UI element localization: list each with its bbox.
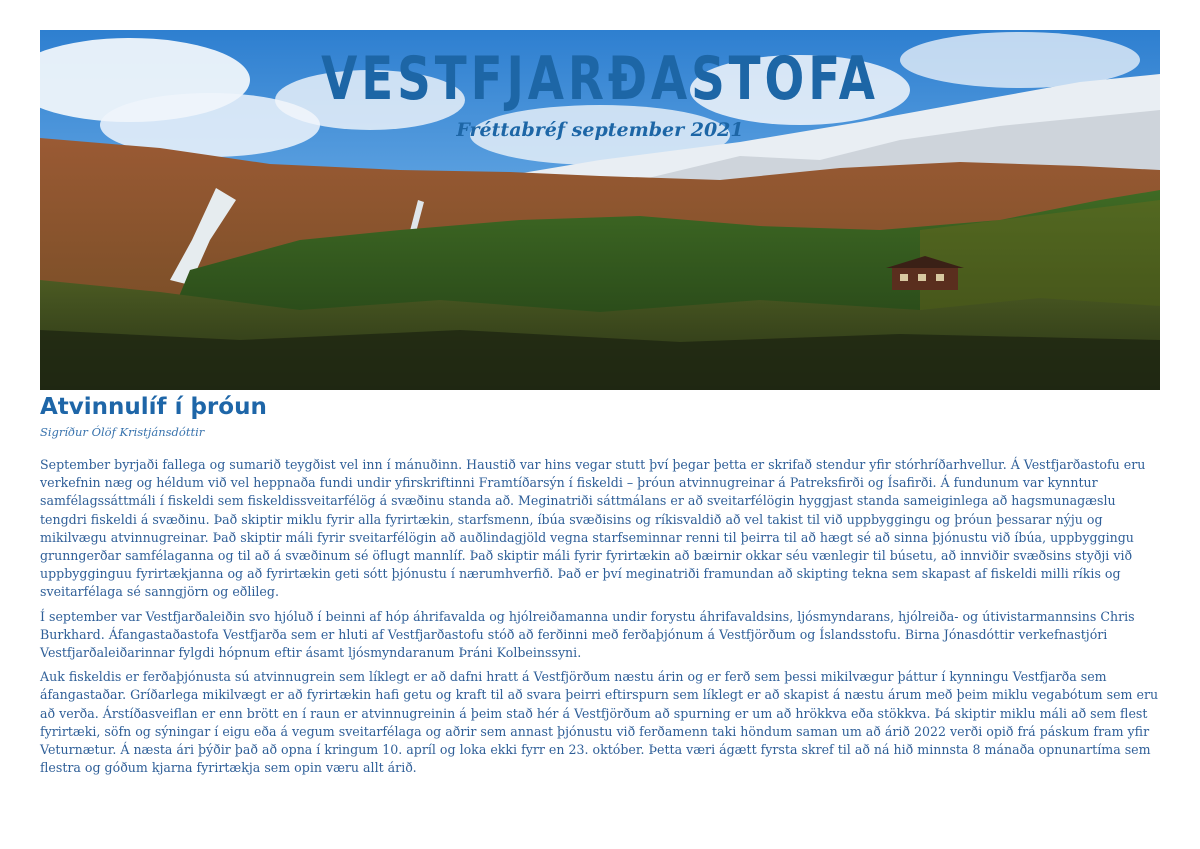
article-author: Sigríður Ólöf Kristjánsdóttir: [40, 425, 205, 439]
article-title: Atvinnulíf í þróun: [40, 394, 267, 420]
masthead-title: VESTFJARÐASTOFA: [321, 44, 879, 114]
article-body: [40, 456, 1165, 783]
hero-photo: [40, 30, 1160, 390]
paragraph: September byrjaði fallega og sumarið teygðist vel inn í mánuðinn. Haustið var hins vegar stutt því þegar þetta er skrifað stendur yfir stórhríðarhvellur. Á Vestfjarðastofu eru verkefnin næg og héldum við vel heppnaða fundi undir yfirskriftinni Framtíðarsýn í fiskeldi – þróun atvinnugreinar á Patreksfirði og Ísafirði. Á fundunum var kynntur samfélagssáttmáli í fiskeldi sem fiskeldissveitarfélög á svæðinu standa að. Meginatriði sáttmálans er að sveitarfélögin hyggjast standa sameiginlega að hagsmunagæslu tengdri fiskeldi á svæðinu. Það skiptir miklu fyrir alla fyrirtækin, starfsmenn, íbúa svæðisins og ríkisvaldið að vel takist til við uppbyggingu og þróun þessarar nýju og mikilvægu atvinnugreinar. Það skiptir máli fyrir sveitarfélögin að auðlindagjöld vegna starfseminnar renni til þeirra til að hægt sé að sinna þjónustu við íbúa, uppbyggingu grunngerðar samfélaganna og til að á svæðinum sé öflugt mannlíf. Það skiptir máli fyrir fyrirtækin að bæirnir okkar séu vænlegir til búsetu, að innviðir svæðsins styðji við uppbygginguu fyrirtækjanna og að fyrirtækin geti sótt þjónustu í nærumhverfið. Það er því meginatriði framundan að skipting tekna sem skapast af fiskeldi milli ríkis og sveitarfélaga sé sanngjörn og eðlileg.: [40, 457, 1146, 600]
paragraph: Í september var Vestfjarðaleiðin svo hjóluð í beinni af hóp áhrifavalda og hjólreiðamanna undir forystu áhrifavaldsins, ljósmyndarans, hjólreiða- og útivistarmannsins Chris Burkhard. Áfangastaðastofa Vestfjarða sem er hluti af Vestfjarðastofu stóð að ferðinni með ferðaþjónum á Vestfjörðum og Íslandsstofu. Birna Jónasdóttir verkefnastjóri Vestfjarðaleiðarinnar fylgdi hópnum eftir ásamt ljósmyndaranum Þráni Kolbeinssyni.: [40, 608, 1135, 661]
paragraph: Auk fiskeldis er ferðaþjónusta sú atvinnugrein sem líklegt er að dafni hratt á Vestfjörðum næstu árin og er ferð sem þessi mikilvægur þáttur í kynningu Vestfjarða sem áfangastaðar. Gríðarlega mikilvægt er að fyrirtækin hafi getu og kraft til að svara þeirri eftirspurn sem líklegt er að skapist á næstu árum með þeim miklu vegabótum sem eru að verða. Árstíðasveiflan er enn brött en í raun er atvinnugreinin á þeim stað hér á Vestfjörðum að spurning er um að hrökkva eða stökkva. Þá skiptir miklu máli að sem flest fyrirtæki, söfn og sýningar í eigu eða á vegum sveitarfélaga og aðrir sem annast þjónustu við ferðamenn taki höndum saman um að árið 2022 verði opið frá páskum fram yfir Veturnætur. Á næsta ári þýðir það að opna í kringum 10. apríl og loka ekki fyrr en 23. október. Þetta væri ágætt fyrsta skref til að ná hið minnsta 8 mánaða opnunartíma sem flestra og góðum kjarna fyrirtækja sem opin væru allt árið.: [40, 669, 1159, 776]
issue-subtitle: Fréttabréf september 2021: [456, 119, 744, 141]
